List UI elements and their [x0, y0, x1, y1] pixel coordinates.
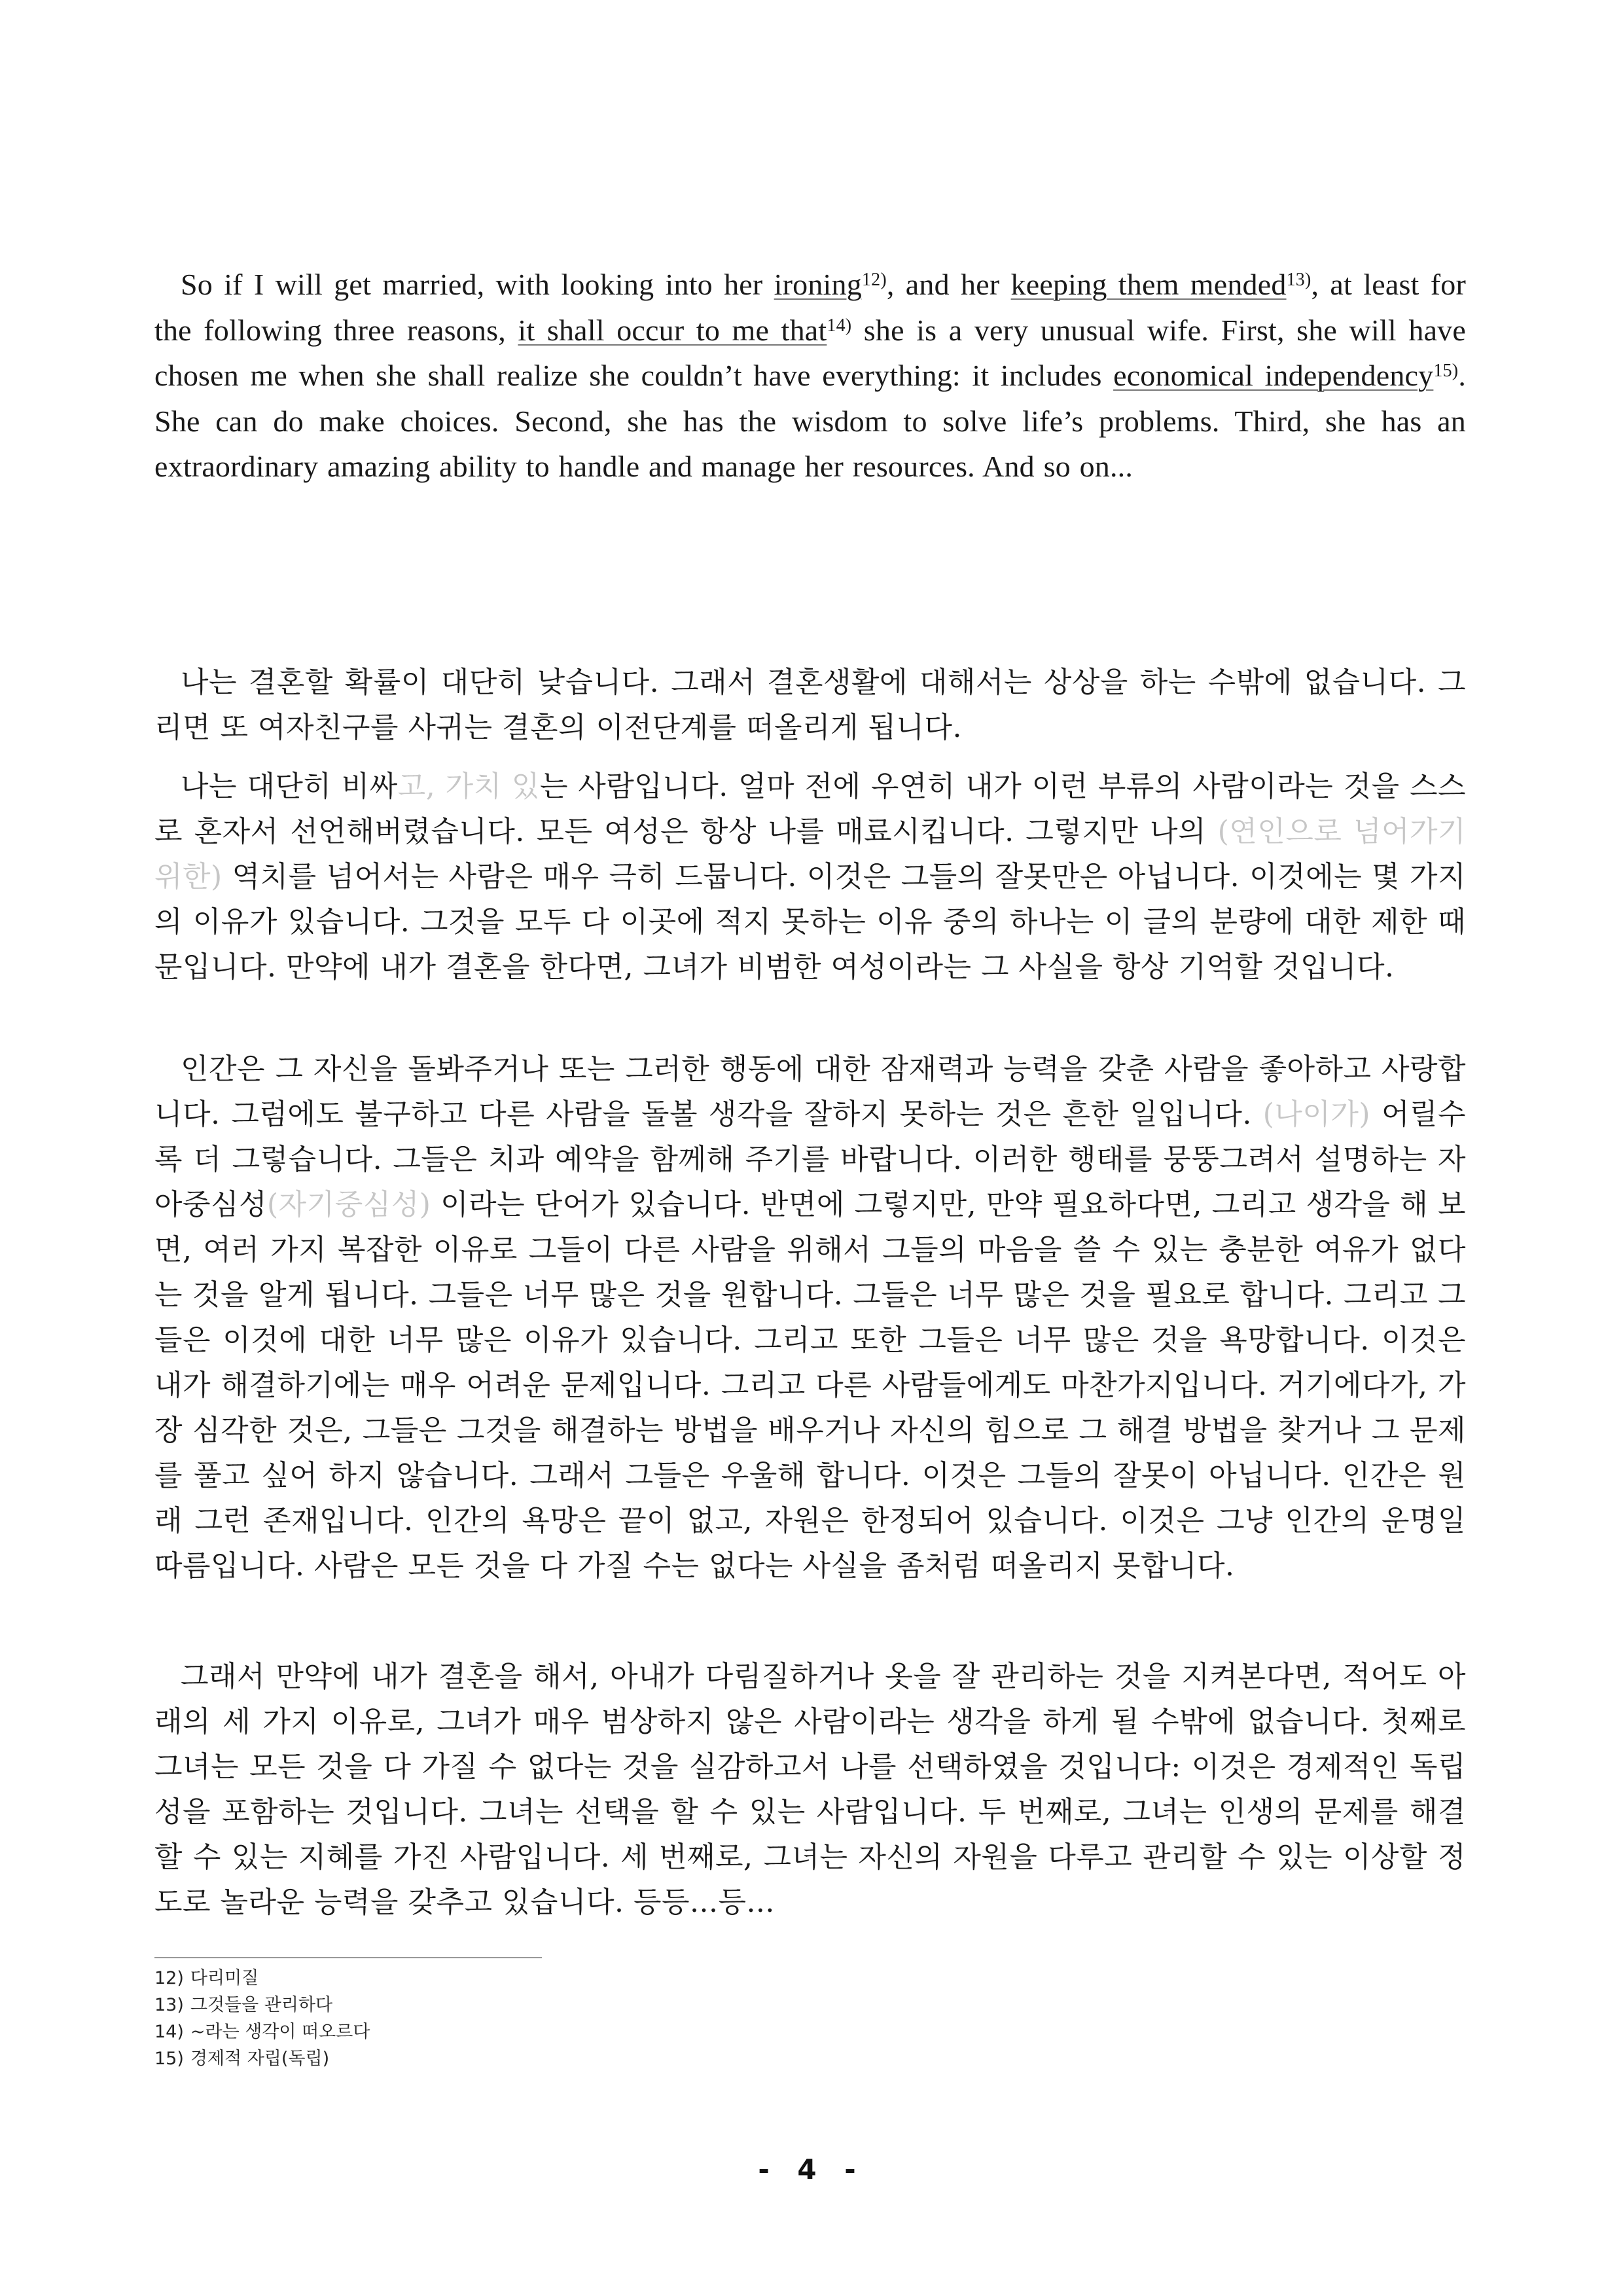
faint-annotation: (나이가): [1262, 1098, 1371, 1131]
text-run: 어릴수록 더 그렇습니다. 그들은 치과 예약을 함께해 주기를 바랍니다. 이러한 행태를 뭉뚱그려서 설명하는 자아중심성: [154, 1098, 1466, 1221]
footnote-number: 15): [154, 2049, 184, 2069]
footnote-text: ~라는 생각이 떠오르다: [190, 2022, 370, 2042]
text-run: 나는 대단히 비싸: [181, 770, 398, 803]
footnote-ref-14[interactable]: 14): [827, 315, 852, 336]
underlined-term-occur-to-me: it shall occur to me that: [518, 313, 827, 347]
footnote-text: 다리미질: [190, 1968, 259, 1988]
korean-paragraph-2: [154, 764, 1466, 990]
footnote-number: 14): [154, 2022, 184, 2042]
footnote-14: [154, 2018, 1136, 2045]
footnote-ref-15[interactable]: 15): [1433, 361, 1459, 381]
footnote-divider: [154, 1957, 542, 1958]
footnotes-section: [154, 1965, 1136, 2072]
korean-paragraph-1: 나는 결혼할 확률이 대단히 낮습니다. 그래서 결혼생활에 대해서는 상상을 하는 수밖에 없습니다. 그리면 또 여자친구를 사귀는 결혼의 이전단계를 떠올리게 됩니다.: [154, 666, 1466, 744]
footnote-13: [154, 1992, 1136, 2018]
footnote-number: 13): [154, 1995, 184, 2015]
english-paragraph: [154, 262, 1466, 490]
page-number: - 4 -: [758, 2153, 865, 2185]
text-run: 이라는 단어가 있습니다. 반면에 그렇지만, 만약 필요하다면, 그리고 생각을 해 보면, 여러 가지 복잡한 이유로 그들이 다른 사람을 위해서 그들의 마음을 쓸 수 있는 충분한 여유가 없다는 것을 알게 됩니다. 그들은 너무 많은 것을 원합니다. 그들은 너무 많은 것을 필요로 합니다. 그리고 그들은 이것에 대한 너무 많은 이유가 있습니다. 그리고 또한 그들은 너무 많은 것을 욕망합니다. 이것은 내가 해결하기에는 매우 어려운 문제입니다. 그리고 다른 사람들에게도 마찬가지입니다. 거기에다가, 가장 심각한 것은, 그들은 그것을 해결하는 방법을 배우거나 자신의 힘으로 그 해결 방법을 찾거나 그 문제를 풀고 싶어 하지 않습니다. 그래서 그들은 우울해 합니다. 이것은 그들의 잘못이 아닙니다. 인간은 원래 그런 존재입니다. 인간의 욕망은 끝이 없고, 자원은 한정되어 있습니다. 이것은 그냥 인간의 운명일 따름입니다. 사람은 모든 것을 다 가질 수는 없다는 사실을 좀처럼 떠올리지 못합니다.: [154, 1188, 1466, 1583]
text-run: , and her: [886, 268, 1011, 301]
text-run: she is a very unusual wife. First, she will have chosen me when she shall realize she couldn’t have everything: it includes: [154, 313, 1467, 392]
text-run: 역치를 넘어서는 사람은 매우 극히 드뭅니다. 이것은 그들의 잘못만은 아닙니다. 이것에는 몇 가지의 이유가 있습니다. 그것을 모두 다 이곳에 적지 못하는 이유 중의 하나는 이 글의 분량에 대한 제한 때문입니다. 만약에 내가 결혼을 한다면, 그녀가 비범한 여성이라는 그 사실을 항상 기억할 것입니다.: [154, 860, 1466, 984]
underlined-term-keeping-them-mended: keeping them mended: [1010, 268, 1287, 301]
underlined-term-economical-independency: economical independency: [1113, 359, 1434, 392]
footnote-text: 그것들을 관리하다: [190, 1995, 333, 2015]
faint-annotation: 고, 가치 있: [397, 770, 540, 803]
footnote-12: [154, 1965, 1136, 1992]
text-run: , at least for the following three reasons,: [154, 268, 1466, 347]
faint-annotation: (자기중심성): [267, 1188, 431, 1221]
underlined-term-ironing: ironing: [774, 268, 862, 301]
korean-paragraph-4: 그래서 만약에 내가 결혼을 해서, 아내가 다림질하거나 옷을 잘 관리하는 것을 지켜본다면, 적어도 아래의 세 가지 이유로, 그녀가 매우 범상하지 않은 사람이라는 생각을 하게 될 수밖에 없습니다. 첫째로 그녀는 모든 것을 다 가질 수 없다는 것을 실감하고서 나를 선택하였을 것입니다: 이것은 경제적인 독립성을 포함하는 것입니다. 그녀는 선택을 할 수 있는 사람입니다. 두 번째로, 그녀는 인생의 문제를 해결할 수 있는 지혜를 가진 사람입니다. 세 번째로, 그녀는 자신의 자원을 다루고 관리할 수 있는 이상할 정도로 놀라운 능력을 갖추고 있습니다. 등등...등...: [154, 1660, 1466, 1919]
text-run: So if I will get married, with looking into her: [181, 268, 774, 301]
footnote-number: 12): [154, 1968, 184, 1988]
text-run: 는 사람입니다. 얼마 전에 우연히 내가 이런 부류의 사람이라는 것을 스스로 혼자서 선언해버렸습니다. 모든 여성은 항상 나를 매료시킵니다. 그렇지만 나의: [154, 770, 1467, 848]
text-run: . She can do make choices. Second, she has the wisdom to solve life’s problems. Third, she has an extraordinary amazing ability to handle and manage her resources. And so on...: [154, 359, 1467, 483]
footnote-15: [154, 2045, 1136, 2072]
text-run: 인간은 그 자신을 돌봐주거나 또는 그러한 행동에 대한 잠재력과 능력을 갖춘 사람을 좋아하고 사랑합니다. 그럼에도 불구하고 다른 사람을 돌볼 생각을 잘하지 못하는 것은 흔한 일입니다.: [154, 1052, 1466, 1131]
faint-annotation: (연인으로 넘어가기 위한): [154, 815, 1467, 893]
korean-paragraph-3: [154, 1047, 1466, 1588]
footnote-ref-12[interactable]: 12): [861, 270, 887, 290]
footnote-ref-13[interactable]: 13): [1286, 270, 1311, 290]
footnote-text: 경제적 자립(독립): [190, 2049, 330, 2069]
